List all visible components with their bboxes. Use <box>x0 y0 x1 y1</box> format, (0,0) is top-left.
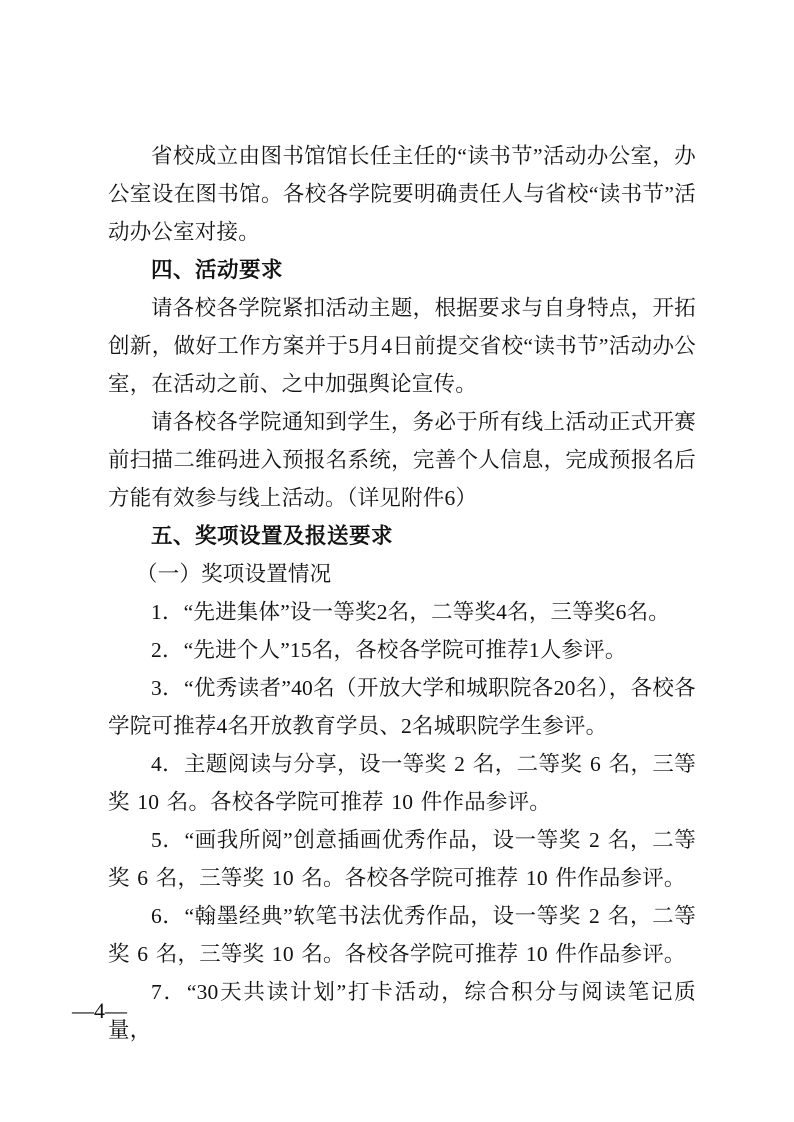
page-footer <box>72 998 292 1024</box>
heading-section-four: 四、活动要求 <box>151 258 284 282</box>
subheading-award-setup: （一）奖项设置情况 <box>136 562 332 586</box>
paragraph-office-setup: 省校成立由图书馆馆长任主任的“读书节”活动办公室，办公室设在图书馆。各校各学院要明确责任人与省校“读书节”活动办公室对接。 <box>108 144 696 244</box>
award-item-5: 5．“画我所阅”创意插画优秀作品，设一等奖 2 名，二等奖 6 名，三等奖 10 名。各校各学院可推荐 10 件作品参评。 <box>108 828 696 890</box>
award-item-4: 4．主题阅读与分享，设一等奖 2 名，二等奖 6 名，三等奖 10 名。各校各学院可推荐 10 件作品参评。 <box>108 752 696 814</box>
page-number: —4— <box>72 998 127 1023</box>
award-item-7: 7．“30天共读计划”打卡活动，综合积分与阅读笔记质量， <box>108 980 696 1042</box>
award-item-1: 1．“先进集体”设一等奖2名，二等奖4名，三等奖6名。 <box>151 600 670 624</box>
heading-section-five: 五、奖项设置及报送要求 <box>151 524 394 548</box>
award-item-2: 2．“先进个人”15名，各校各学院可推荐1人参评。 <box>151 638 627 662</box>
award-item-3: 3．“优秀读者”40名（开放大学和城职院各20名），各校各学院可推荐4名开放教育学员、2名城职院学生参评。 <box>108 676 696 738</box>
paragraph-requirement-plan: 请各校各学院紧扣活动主题，根据要求与自身特点，开拓创新，做好工作方案并于5月4日前提交省校“读书节”活动办公室，在活动之前、之中加强舆论宣传。 <box>108 296 696 396</box>
award-item-6: 6．“翰墨经典”软笔书法优秀作品，设一等奖 2 名，二等奖 6 名，三等奖 10 名。各校各学院可推荐 10 件作品参评。 <box>108 904 696 966</box>
paragraph-requirement-registration: 请各校各学院通知到学生，务必于所有线上活动正式开赛前扫描二维码进入预报名系统，完善个人信息，完成预报名后方能有效参与线上活动。（详见附件6） <box>108 410 696 510</box>
document-body <box>108 137 696 1049</box>
